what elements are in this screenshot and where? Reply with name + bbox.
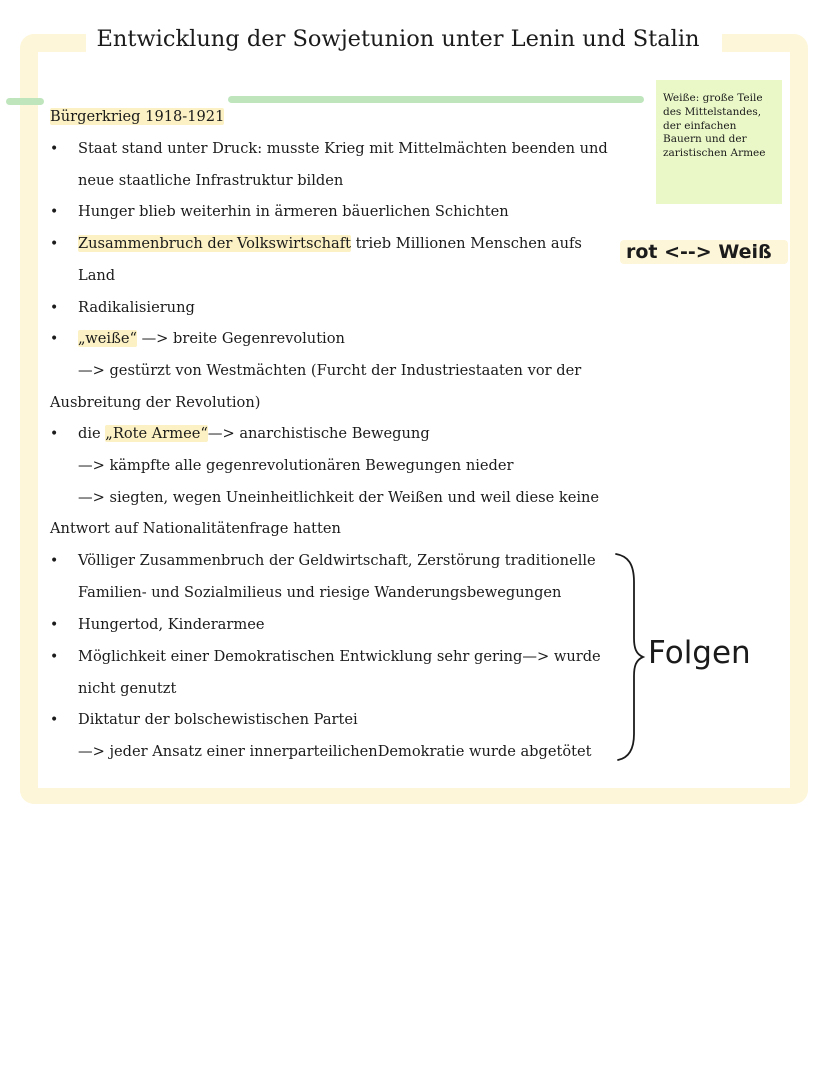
- bullet: •: [50, 649, 59, 665]
- section-heading: [50, 106, 224, 128]
- bullet: •: [50, 236, 59, 252]
- text-line: Völliger Zusammenbruch der Geldwirtschaft, Zerstörung traditionelle: [78, 552, 596, 569]
- text-line: Möglichkeit einer Demokratischen Entwicklung sehr gering—> wurde: [78, 648, 601, 665]
- curly-brace-icon: [612, 550, 646, 764]
- bullet: •: [50, 300, 59, 316]
- text-line: Land: [78, 267, 116, 284]
- text-line: neue staatliche Infrastruktur bilden: [78, 172, 344, 189]
- text-fragment: —> breite Gegenrevolution: [136, 330, 345, 347]
- text-line: [78, 328, 345, 350]
- bullet: •: [50, 553, 59, 569]
- text-line: Diktatur der bolschewistischen Partei: [78, 711, 358, 728]
- side-note: Weiße: große Teile des Mittelstandes, der einfachen Bauern und der zaristischen Armee: [656, 80, 782, 204]
- text-line: —> gestürzt von Westmächten (Furcht der Industriestaaten vor der: [78, 362, 582, 379]
- highlight-weisse: „weiße“: [78, 330, 137, 347]
- highlight-volkswirtschaft: Zusammenbruch der Volkswirtschaft: [78, 235, 351, 252]
- bullet: •: [50, 617, 59, 633]
- text-line: Hunger blieb weiterhin in ärmeren bäuerlichen Schichten: [78, 203, 509, 220]
- text-line: —> jeder Ansatz einer innerparteilichenDemokratie wurde abgetötet: [78, 743, 592, 760]
- green-marker-left: [6, 98, 44, 105]
- text-fragment: die: [78, 425, 106, 442]
- text-line: —> siegten, wegen Uneinheitlichkeit der Weißen und weil diese keine: [78, 489, 600, 506]
- bullet: •: [50, 204, 59, 220]
- text-line: [78, 423, 430, 445]
- text-fragment: —> anarchistische Bewegung: [207, 425, 430, 442]
- text-line: [78, 233, 582, 255]
- bullet: •: [50, 712, 59, 728]
- text-line: —> kämpfte alle gegenrevolutionären Bewegungen nieder: [78, 457, 514, 474]
- text-line: nicht genutzt: [78, 680, 177, 697]
- page-title: Entwicklung der Sowjetunion unter Lenin und Stalin: [96, 26, 700, 52]
- text-line: Familien- und Sozialmilieus und riesige Wanderungsbewegungen: [78, 584, 562, 601]
- text-fragment: trieb Millionen Menschen aufs: [350, 235, 582, 252]
- green-marker-right: [228, 96, 644, 103]
- section-heading-text: Bürgerkrieg 1918-1921: [50, 108, 225, 125]
- text-line: Hungertod, Kinderarmee: [78, 616, 265, 633]
- highlight-rote-armee: „Rote Armee“: [105, 425, 208, 442]
- bullet: •: [50, 426, 59, 442]
- text-line: Antwort auf Nationalitätenfrage hatten: [50, 520, 341, 537]
- text-line: Ausbreitung der Revolution): [50, 394, 261, 411]
- bullet: •: [50, 141, 59, 157]
- text-line: Radikalisierung: [78, 299, 195, 316]
- handwritten-rot-weiss: rot <--> Weiß: [626, 241, 772, 263]
- bullet: •: [50, 331, 59, 347]
- handwritten-folgen: Folgen: [648, 635, 751, 671]
- text-line: Staat stand unter Druck: musste Krieg mit Mittelmächten beenden und: [78, 140, 608, 157]
